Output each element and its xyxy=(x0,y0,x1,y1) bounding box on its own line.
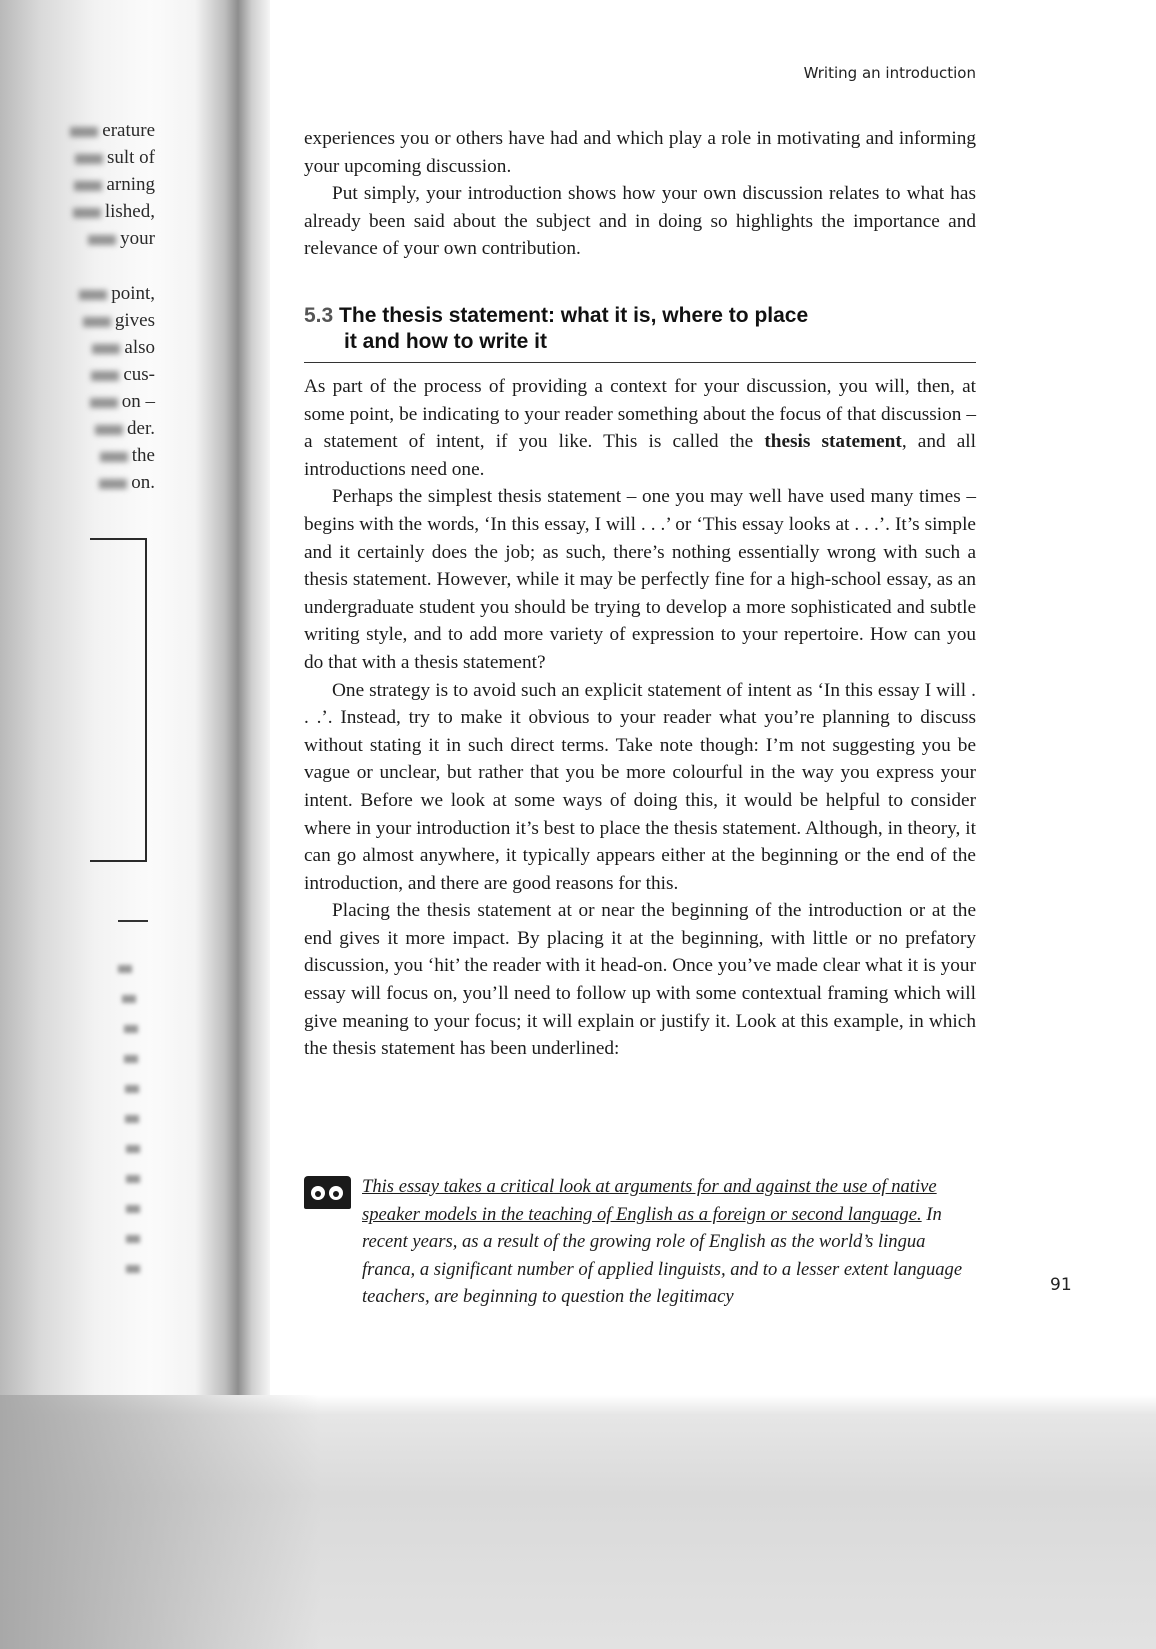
running-head: Writing an introduction xyxy=(803,64,976,82)
underlined-thesis: This essay takes a critical look at arguments for and against the use of native speaker models in the teaching of English as a foreign or second language. xyxy=(362,1176,937,1225)
left-fragment: der. xyxy=(0,415,155,443)
left-blur-mark xyxy=(118,965,132,973)
scan-corner-shadow xyxy=(0,1395,320,1649)
example-passage: This essay takes a critical look at arguments for and against the use of native speaker models in the teaching of English as a foreign or second language. In recent years, as a result of the growing role of English as the world’s lingua franca, a significant number of applied linguists, and to a lesser extent language teachers, are beginning to question the legitimacy xyxy=(362,1176,963,1308)
left-fragment: on – xyxy=(0,388,155,416)
left-fragment: gives xyxy=(0,307,155,335)
left-fragment: erature xyxy=(0,117,155,145)
left-blur-mark xyxy=(122,995,136,1003)
left-blur-mark xyxy=(125,1115,139,1123)
paragraph: One strategy is to avoid such an explicit statement of intent as ‘In this essay I will . . .’. Instead, try to make it obvious to your reader what you’re planning to discuss without stating it in such direct terms. Take note though: I’m not suggesting you be vague or unclear, but rather that you be more colourful in the way you express your intent. Before we look at some ways of doing this, it would be helpful to consider where in your introduction it’s best to place the thesis statement. Although, in theory, it can go almost anywhere, it typically appears either at the beginning or the end of the introduction, and there are good reasons for this. xyxy=(304,679,976,894)
left-box-frame xyxy=(90,538,147,862)
left-rule xyxy=(118,920,148,922)
key-term: thesis statement xyxy=(764,431,902,453)
left-fragment: sult of xyxy=(0,144,155,172)
left-blur-mark xyxy=(125,1085,139,1093)
section-number: 5.3 xyxy=(304,304,334,327)
left-fragment: your xyxy=(0,225,155,253)
section-body xyxy=(304,373,976,1063)
left-fragment: on. xyxy=(0,469,155,497)
section-title-line2: it and how to write it xyxy=(344,330,547,353)
left-fragment: also xyxy=(0,334,155,362)
left-blur-mark xyxy=(126,1235,140,1243)
paragraph: As part of the process of providing a context for your discussion, you will, then, at some point, be indicating to your reader something about the focus of that discussion – a statement of intent, if you like. This is called the thesis statement, and all introductions need one. xyxy=(304,376,976,480)
left-blur-mark xyxy=(126,1145,140,1153)
left-fragment: point, xyxy=(0,280,155,308)
left-fragment: cus- xyxy=(0,361,155,389)
left-blur-mark xyxy=(124,1055,138,1063)
left-fragment: arning xyxy=(0,171,155,199)
paragraph: Placing the thesis statement at or near the beginning of the introduction or at the end gives it more impact. By placing it at the beginning, with little or no prefatory discussion, you ‘hit’ the reader with it head-on. Once you’ve made clear what it is your essay will focus on, you’ll need to follow up with some contextual framing which will give meaning to your focus; it will explain or justify it. Look at this example, in which the thesis statement has been underlined: xyxy=(304,900,976,1060)
intro-text xyxy=(304,125,976,263)
paragraph: experiences you or others have had and which play a role in motivating and informing your upcoming discussion. xyxy=(304,128,976,177)
left-fragment: the xyxy=(0,442,155,470)
left-blur-mark xyxy=(126,1175,140,1183)
paragraph: Put simply, your introduction shows how your own discussion relates to what has already been said about the subject and in doing so highlights the importance and relevance of your own contribution. xyxy=(304,183,976,260)
paragraph: Perhaps the simplest thesis statement – one you may well have used many times – begins with the words, ‘In this essay, I will . . .’ or ‘This essay looks at . . .’. It’s simple and it certainly does the job; as such, there’s nothing essentially wrong with such a thesis statement. However, while it may be perfectly fine for a high-school essay, as an undergraduate student you should be trying to develop a more sophisticated and subtle writing style, and to add more variety of expression to your repertoire. How can you do that with a thesis statement? xyxy=(304,486,976,673)
page-number: 91 xyxy=(1050,1275,1072,1295)
eyes-icon xyxy=(304,1176,351,1209)
left-blur-mark xyxy=(124,1025,138,1033)
left-blur-mark xyxy=(126,1205,140,1213)
section-heading xyxy=(304,303,976,355)
facing-page xyxy=(0,0,230,1400)
left-fragment: lished, xyxy=(0,198,155,226)
section-title-line1: The thesis statement: what it is, where to place xyxy=(339,304,809,327)
heading-rule xyxy=(304,362,976,363)
left-blur-mark xyxy=(126,1265,140,1273)
